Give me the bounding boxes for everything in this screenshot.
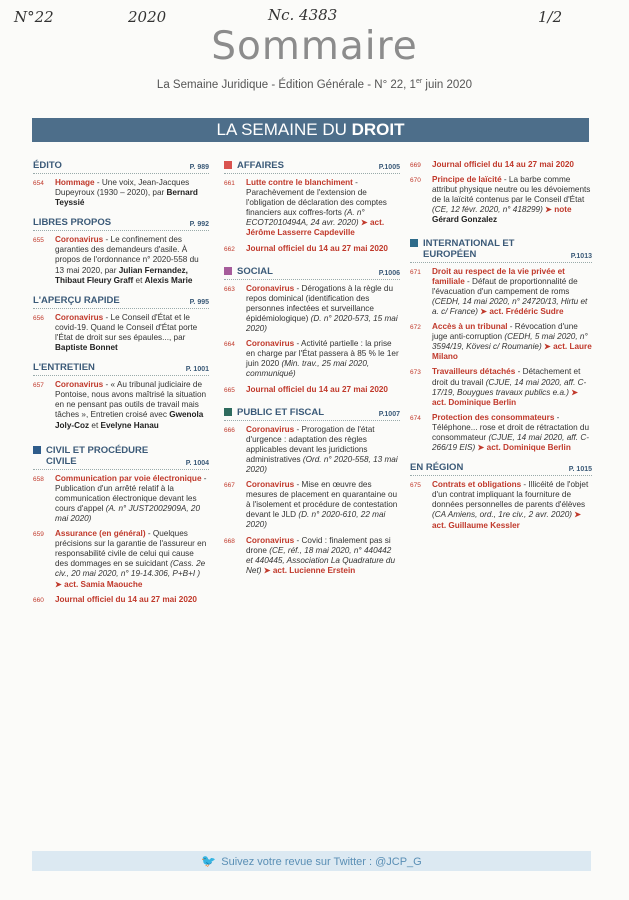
entry-number: 657 — [33, 382, 44, 390]
section-apercu-rapide — [33, 295, 209, 353]
entry-number: 656 — [33, 314, 44, 322]
section-public-fiscal — [224, 407, 400, 576]
section-page: P.1006 — [378, 269, 400, 277]
list-item[interactable]: 654 Hommage - Une voix, Jean-Jacques Dupeyroux (1930 – 2020), par Bernard Teyssié — [33, 178, 198, 208]
column-1 — [33, 160, 209, 614]
section-affaires — [224, 160, 400, 254]
entry-number: 660 — [33, 596, 44, 604]
list-item[interactable]: 672 Accès à un tribunal - Révocation d'une juge anti-corruption (CEDH, 5 mai 2020, n° 3594/19, Kövesi c/ Roumanie) ➤ act. Laure Milano — [410, 322, 592, 362]
section-edito — [33, 160, 209, 208]
section-social — [224, 266, 400, 395]
section-title: L'ENTRETIEN — [33, 362, 95, 374]
entry-number: 668 — [224, 537, 235, 545]
list-item[interactable]: 668 Coronavirus - Covid : finalement pas si drone (CE, réf., 18 mai 2020, n° 440442 et 440445, Association La Quadrature du Net) ➤ act. Lucienne Erstein — [224, 535, 395, 575]
section-title: L'APERÇU RAPIDE — [33, 294, 120, 306]
handwritten-year: 2020 — [128, 8, 167, 26]
list-item[interactable]: 666 Coronavirus - Prorogation de l'état d'urgence : adaptation des règles applicables devant les juridictions administratives (Ord. n° 2020-558, 13 mai 2020) — [224, 424, 398, 474]
entry-number: 661 — [224, 180, 235, 187]
section-title: CIVIL ET PROCÉDURE CIVILE — [33, 445, 161, 467]
section-page: P. 995 — [189, 298, 209, 306]
section-page: P. 989 — [189, 164, 209, 171]
list-item[interactable]: 673 Travailleurs détachés - Détachement et droit du travail (CJUE, 14 mai 2020, aff. C-17/19, Bouygues travaux publics e.a.) ➤ act. Dominique Berlin — [410, 367, 587, 407]
section-page: P. 1015 — [568, 466, 592, 474]
handwritten-reference: Nc. 4383 — [268, 6, 338, 24]
list-item[interactable]: 670 Principe de laïcité - La barbe comme attribut physique neutre ou les dévoiements de la laïcité contenus par le Conseil d'État (CE, 12 févr. 2020, n° 418299) ➤ note Gérard Gonzalez — [410, 175, 591, 225]
section-banner: LA SEMAINE DU DROIT — [32, 118, 589, 142]
entry-number: 659 — [33, 531, 44, 539]
twitter-text: Suivez votre revue sur Twitter : @JCP_G — [221, 856, 422, 868]
entry-number: 674 — [410, 414, 421, 422]
handwritten-page: 1/2 — [538, 8, 563, 26]
section-international — [410, 238, 592, 454]
column-3 — [410, 160, 592, 540]
list-item[interactable]: 671 Droit au respect de la vie privée et familiale - Défaut de proportionnalité de l'évacuation d'un campement de roms (CEDH, 14 mai 2020, n° 24720/13, Hirtu et a. c/ France) ➤ act. Frédéric Sudre — [410, 266, 588, 316]
entry-number: 658 — [33, 475, 44, 483]
list-item[interactable]: 657 Coronavirus - « Au tribunal judiciaire de Pontoise, nous avons maîtrisé la situation en ne pensant pas outils de travail mais tâches », Entretien croisé avec Gwenola Joly-Coz et Evelyne Hanau — [33, 380, 207, 430]
list-item[interactable]: 656 Coronavirus - Le Conseil d'État et le covid-19. Quand le Conseil d'État porte l'État de droit sur ses épaules..., par Baptiste Bonnet — [33, 312, 198, 353]
entry-number: 662 — [224, 245, 235, 253]
list-item[interactable]: 664 Coronavirus - Activité partielle : la prise en charge par l'État passera à 85 % le 1er juin 2020 (Min. trav., 25 mai 2020, communiqué) — [224, 339, 399, 379]
entry-number: 665 — [224, 386, 235, 394]
journal-officiel-link: Journal officiel du 14 au 27 mai 2020 — [432, 160, 574, 169]
section-title: SOCIAL — [224, 266, 273, 277]
entry-number: 655 — [33, 237, 44, 245]
issue-subtitle: La Semaine Juridique - Édition Générale - N° 22, 1er juin 2020 — [156, 78, 473, 91]
column-2 — [224, 160, 400, 585]
entry-number: 667 — [224, 482, 235, 490]
entry-number: 654 — [33, 180, 44, 187]
section-title: ÉDITO — [33, 160, 62, 171]
list-item[interactable]: 659 Assurance (en général) - Quelques précisions sur la garantie de l'assureur en responsabilité civile de celui qui cause des dommages en se suicidant (Cass. 2e civ., 20 mai 2020, n° 19-14.306, P+B+I ) ➤ act. Samia Maouche — [33, 529, 207, 589]
entry-number: 671 — [410, 268, 421, 276]
section-title: LIBRES PROPOS — [33, 217, 112, 229]
page-title: Sommaire — [211, 24, 418, 69]
section-en-region — [410, 462, 592, 530]
entry-number: 669 — [410, 162, 421, 169]
section-title: INTERNATIONAL ET EUROPÉEN — [410, 238, 543, 260]
handwritten-issue-number: N°22 — [14, 8, 54, 26]
entry-number: 673 — [410, 369, 421, 377]
list-item[interactable] — [33, 595, 209, 605]
section-title: AFFAIRES — [224, 160, 284, 171]
entry-number: 675 — [410, 482, 421, 490]
list-item[interactable]: 667 Coronavirus - Mise en œuvre des mesures de placement en quarantaine ou à l'isolement et procédure de contestation devant le JLD (D. n° 2020-610, 22 mai 2020) — [224, 480, 398, 530]
section-page: P. 992 — [189, 221, 209, 229]
list-item[interactable]: 675 Contrats et obligations - Illicéité de l'objet d'un contrat impliquant la fourniture de données personnelles de parents d'élèves (CA Amiens, ord., 1re civ., 2 avr. 2020) ➤ act. Guillaume Kessler — [410, 480, 589, 530]
section-page: P.1013 — [570, 252, 592, 260]
list-item[interactable] — [224, 385, 400, 395]
section-page: P.1005 — [378, 164, 400, 171]
list-item[interactable]: 655 Coronavirus - Le confinement des garanties des demandeurs d'asile. À propos de l'ordonnance n° 2020-558 du 13 mai 2020, par Julian Fernandez, Thibaut Fleury Graff et Alexis Marie — [33, 235, 199, 285]
twitter-banner[interactable] — [32, 851, 591, 871]
section-civil — [33, 445, 209, 605]
list-item[interactable] — [410, 160, 592, 170]
journal-officiel-link: Journal officiel du 14 au 27 mai 2020 — [246, 384, 388, 394]
list-item[interactable]: 674 Protection des consommateurs - Téléphone... rose et droit de rétractation du consommateur (CJUE, 14 mai 2020, aff. C-266/19 EIS) ➤ act. Dominique Berlin — [410, 412, 590, 453]
section-page: P. 1004 — [185, 459, 209, 467]
list-item[interactable]: 661 Lutte contre le blanchiment - Parachèvement de l'extension de l'obligation de déclaration des comptes financiers aux coffres-forts (A. n° ECOT2010494A, 24 avr. 2020) ➤ act. Jérôme Lasserre Capdeville — [224, 178, 387, 238]
section-libres-propos — [33, 217, 209, 285]
section-title: PUBLIC ET FISCAL — [224, 407, 324, 418]
section-title: EN RÉGION — [410, 462, 464, 474]
journal-officiel-link: Journal officiel du 14 au 27 mai 2020 — [55, 594, 197, 604]
list-item[interactable] — [224, 244, 400, 254]
entry-number: 666 — [224, 426, 235, 434]
list-item[interactable]: 663 Coronavirus - Dérogations à la règle du repos dominical (identification des personnes infectées et surveillance épidémiologique) (D. n° 2020-573, 15 mai 2020) — [224, 283, 398, 334]
list-item[interactable]: 658 Communication par voie électronique - Publication d'un arrêté relatif à la communication électronique devant les cours d'appel (A. n° JUST2002909A, 20 mai 2020) — [33, 473, 207, 523]
journal-officiel-link: Journal officiel du 14 au 27 mai 2020 — [246, 243, 388, 253]
twitter-bird-icon: 🐦 — [201, 854, 217, 868]
entry-number: 664 — [224, 341, 235, 349]
entry-number: 670 — [410, 177, 421, 185]
section-page: P.1007 — [378, 410, 400, 418]
entry-number: 663 — [224, 285, 235, 293]
section-entretien — [33, 362, 209, 430]
entry-number: 672 — [410, 324, 421, 332]
section-page: P. 1001 — [185, 366, 209, 374]
